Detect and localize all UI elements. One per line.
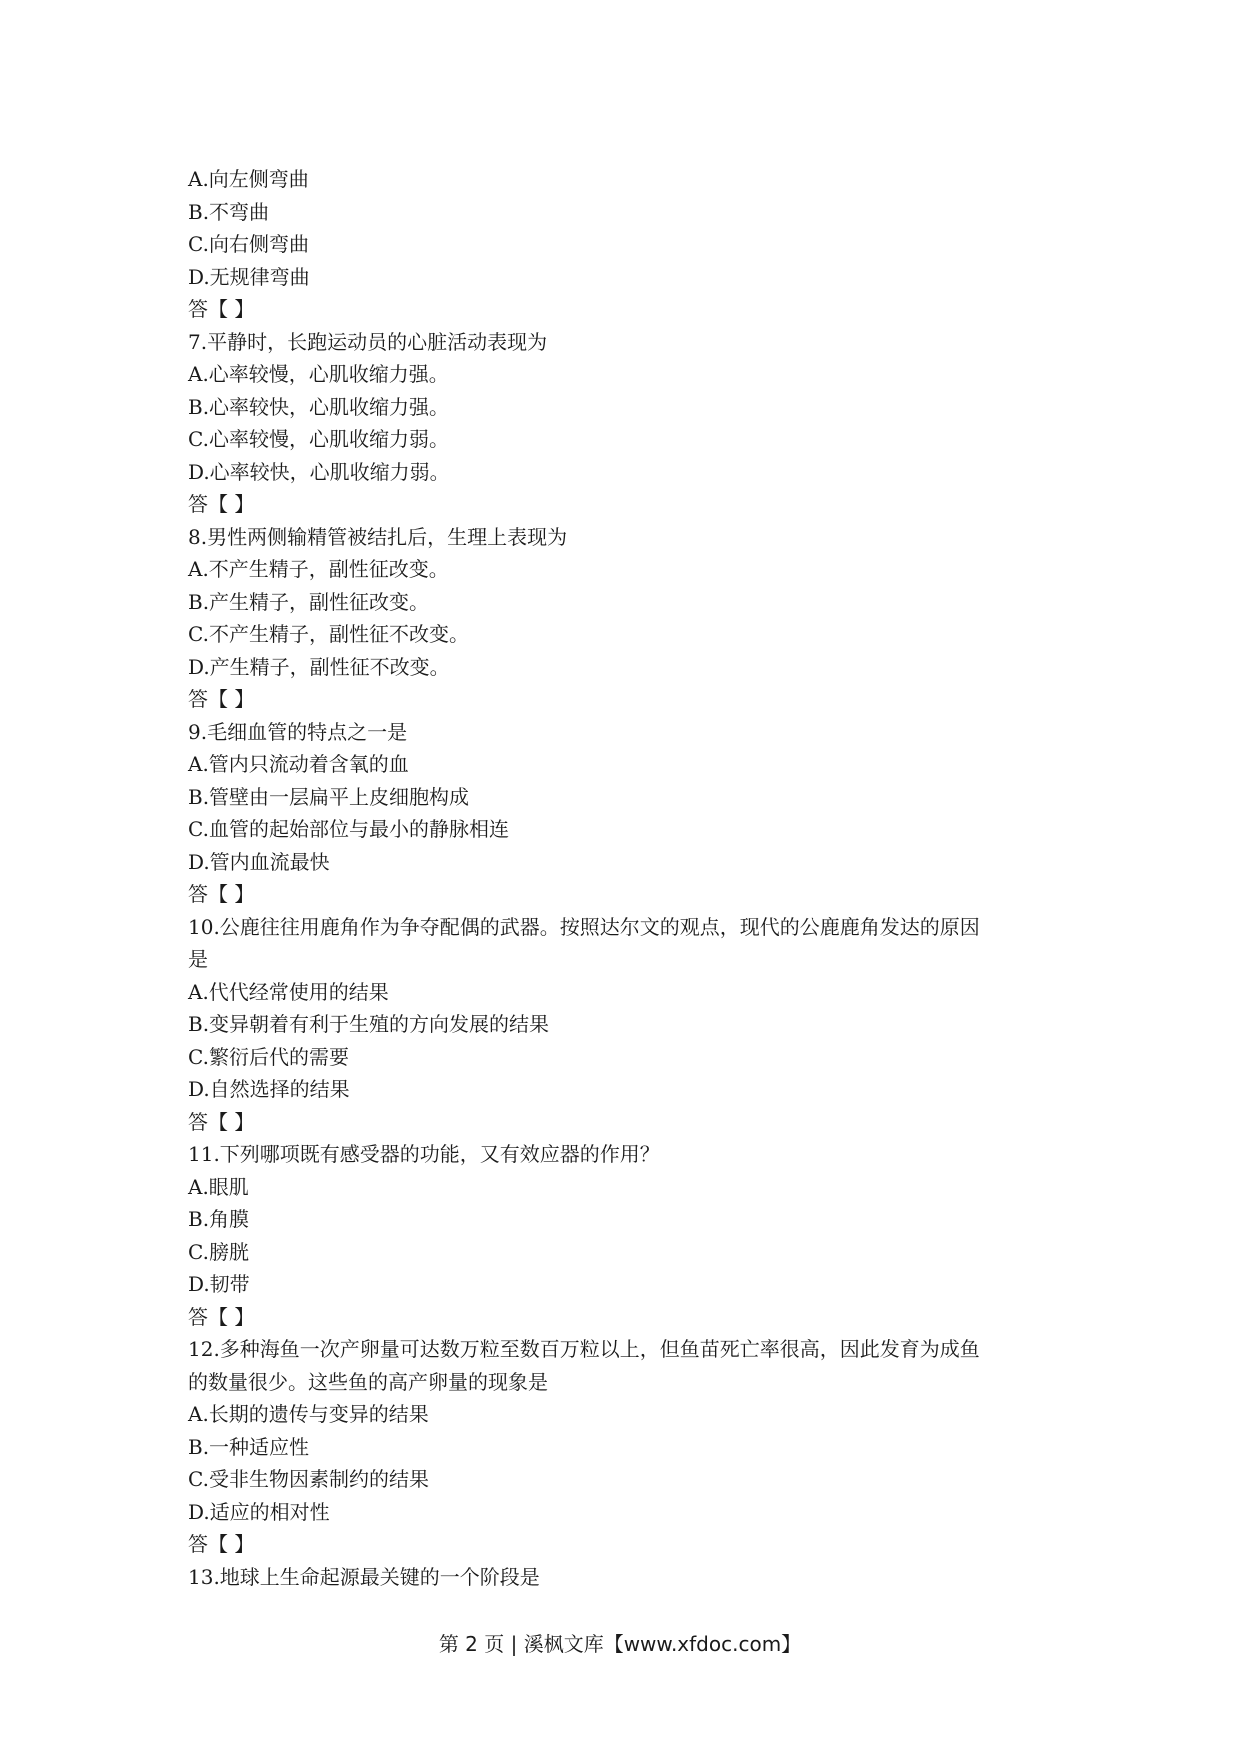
text-line: A.长期的遗传与变异的结果: [188, 1402, 429, 1426]
question-line: 9.毛细血管的特点之一是: [188, 719, 408, 744]
text-line: B.一种适应性: [188, 1434, 310, 1459]
question-line: 是: [188, 947, 208, 971]
text-line: A.不产生精子，副性征改变。: [188, 557, 449, 581]
text-line: C.心率较慢，心肌收缩力弱。: [188, 427, 449, 451]
text-line: A.管内只流动着含氧的血: [188, 752, 409, 776]
question-line: 8.男性两侧输精管被结扎后，生理上表现为: [188, 524, 568, 549]
text-line: C.膀胱: [188, 1239, 249, 1264]
text-line: A.代代经常使用的结果: [188, 979, 389, 1004]
text-line: B.变异朝着有利于生殖的方向发展的结果: [188, 1012, 550, 1036]
text-line: D.韧带: [188, 1272, 250, 1296]
answer-line: 答【 】: [188, 882, 255, 906]
page-footer: 第 2 页 | 溪枫文库【www.xfdoc.com】: [438, 1632, 802, 1656]
text-line: B.产生精子，副性征改变。: [188, 589, 430, 614]
text-line: D.产生精子，副性征不改变。: [188, 654, 450, 679]
text-line: A.眼肌: [188, 1174, 249, 1199]
text-line: C.受非生物因素制约的结果: [188, 1467, 429, 1491]
question-line: 13.地球上生命起源最关键的一个阶段是: [188, 1564, 540, 1589]
question-line: 11.下列哪项既有感受器的功能，又有效应器的作用？: [188, 1142, 660, 1166]
text-line: B.不弯曲: [188, 199, 270, 224]
document-body: [188, 163, 1068, 1593]
answer-line: 答【 】: [188, 492, 255, 516]
text-line: B.管壁由一层扁平上皮细胞构成: [188, 784, 470, 809]
question-line: 12.多种海鱼一次产卵量可达数万粒至数百万粒以上，但鱼苗死亡率很高，因此发育为成鱼: [188, 1337, 980, 1361]
question-line: 7.平静时，长跑运动员的心脏活动表现为: [188, 329, 548, 354]
text-line: D.心率较快，心肌收缩力弱。: [188, 459, 450, 484]
text-line: B.角膜: [188, 1207, 250, 1231]
text-line: A.向左侧弯曲: [188, 167, 309, 191]
answer-line: 答【 】: [188, 687, 255, 711]
text-line: D.适应的相对性: [188, 1499, 330, 1524]
text-line: D.管内血流最快: [188, 849, 330, 874]
text-line: C.不产生精子，副性征不改变。: [188, 622, 469, 646]
text-line: D.无规律弯曲: [188, 264, 310, 289]
answer-line: 答【 】: [188, 1109, 255, 1134]
text-line: C.血管的起始部位与最小的静脉相连: [188, 817, 509, 841]
question-line: 的数量很少。这些鱼的高产卵量的现象是: [188, 1369, 548, 1394]
text-line: A.心率较慢，心肌收缩力强。: [188, 362, 449, 386]
answer-line: 答【 】: [188, 1532, 255, 1556]
text-line: D.自然选择的结果: [188, 1077, 350, 1101]
answer-line: 答【 】: [188, 1304, 255, 1329]
answer-line: 答【 】: [188, 297, 255, 321]
text-line: B.心率较快，心肌收缩力强。: [188, 394, 450, 419]
text-line: C.向右侧弯曲: [188, 232, 309, 256]
question-line: 10.公鹿往往用鹿角作为争夺配偶的武器。按照达尔文的观点，现代的公鹿鹿角发达的原因: [188, 914, 980, 939]
text-line: C.繁衍后代的需要: [188, 1044, 349, 1069]
